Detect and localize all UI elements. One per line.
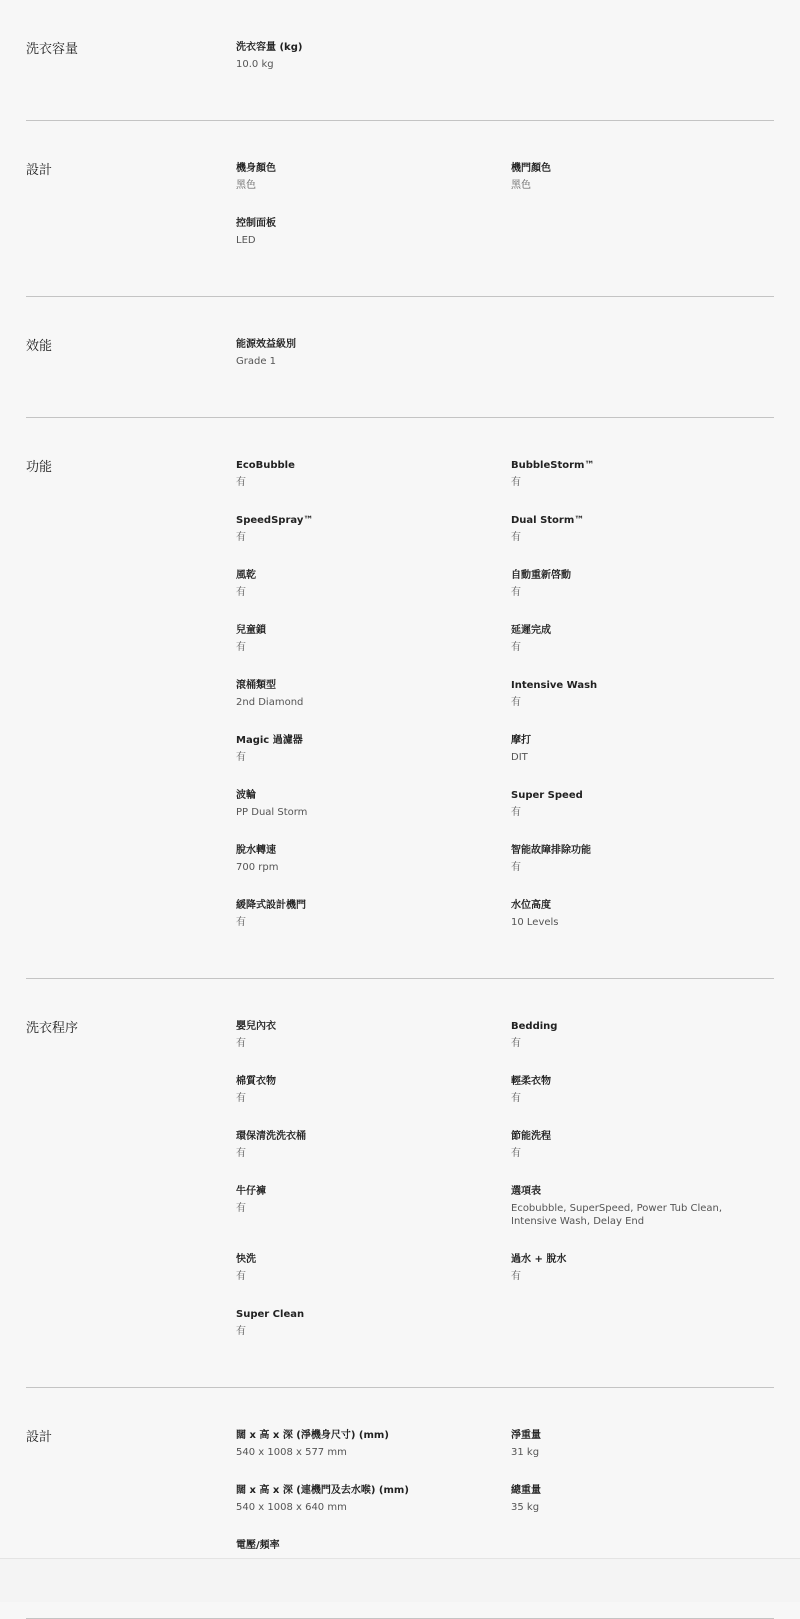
- spec-value: 700 rpm: [236, 862, 279, 873]
- spec-label: Super Speed: [511, 790, 583, 801]
- spec-value: 有: [511, 1093, 521, 1104]
- spec-item: [236, 513, 511, 544]
- spec-label: SpeedSpray™: [236, 515, 314, 526]
- spec-grid: [236, 1019, 774, 1362]
- spec-value: 有: [236, 1271, 246, 1282]
- spec-item: [511, 458, 774, 489]
- spec-item: [236, 337, 511, 368]
- spec-label: EcoBubble: [236, 460, 295, 471]
- spec-label: Dual Storm™: [511, 515, 585, 526]
- spec-value: 有: [236, 532, 246, 543]
- spec-label: 兒童鎖: [236, 625, 266, 636]
- spec-value: 540 x 1008 x 577 mm: [236, 1447, 347, 1458]
- spec-label: 波輪: [236, 790, 256, 801]
- spec-value: 有: [511, 1271, 521, 1282]
- spec-label: 摩打: [511, 735, 531, 746]
- spec-item: [236, 568, 511, 599]
- spec-value: 黑色: [511, 180, 531, 191]
- spec-value: 黑色: [236, 180, 256, 191]
- spec-label: 牛仔褲: [236, 1186, 266, 1197]
- spec-value: 有: [236, 587, 246, 598]
- spec-label: 選項表: [511, 1186, 541, 1197]
- spec-label: 嬰兒內衣: [236, 1021, 276, 1032]
- spec-value: 有: [511, 1148, 521, 1159]
- spec-value: 35 kg: [511, 1502, 540, 1513]
- spec-item: [511, 898, 774, 929]
- spec-grid: [236, 337, 774, 392]
- section-title: 洗衣容量: [26, 42, 79, 57]
- spec-value: 10.0 kg: [236, 59, 274, 70]
- spec-label: 淨重量: [511, 1430, 541, 1441]
- spec-item: [511, 1184, 774, 1228]
- spec-item: [236, 733, 511, 764]
- spec-label: 能源效益級別: [236, 339, 296, 350]
- spec-item: [511, 788, 774, 819]
- spec-item: [236, 843, 511, 874]
- spec-value: 有: [511, 1038, 521, 1049]
- spec-item: [236, 1252, 511, 1283]
- spec-value: 有: [236, 1326, 246, 1337]
- spec-label: 闊 x 高 x 深 (連機門及去水喉) (mm): [236, 1485, 409, 1496]
- spec-item: [236, 161, 511, 192]
- spec-item: [236, 1019, 511, 1050]
- spec-value: 2nd Diamond: [236, 697, 304, 708]
- spec-item: [511, 1129, 774, 1160]
- spec-value: Grade 1: [236, 356, 277, 367]
- spec-value: DIT: [511, 752, 528, 763]
- spec-label: Bedding: [511, 1021, 558, 1032]
- spec-label: 控制面板: [236, 218, 276, 229]
- spec-value: 有: [236, 917, 246, 928]
- spec-label: 電壓/頻率: [236, 1540, 280, 1551]
- spec-value: LED: [236, 235, 256, 246]
- spec-value: 有: [236, 1038, 246, 1049]
- spec-label: Super Clean: [236, 1309, 305, 1320]
- spec-label: 機門顏色: [511, 163, 551, 174]
- spec-item: [236, 623, 511, 654]
- spec-section: [26, 121, 774, 297]
- spec-item: [511, 161, 774, 192]
- spec-label: 棉質衣物: [236, 1076, 276, 1087]
- spec-value: Ecobubble, SuperSpeed, Power Tub Clean, Intensive Wash, Delay End: [511, 1203, 723, 1227]
- spec-label: 機身顏色: [236, 163, 276, 174]
- spec-label: 洗衣容量 (kg): [236, 42, 303, 53]
- spec-label: 自動重新啓動: [511, 570, 571, 581]
- spec-label: 智能故障排除功能: [511, 845, 591, 856]
- spec-value: 有: [236, 642, 246, 653]
- spec-label: 緩降式設計機門: [236, 900, 306, 911]
- spec-value: 有: [511, 697, 521, 708]
- spec-value: 有: [236, 1093, 246, 1104]
- spec-value: 有: [511, 477, 521, 488]
- spec-item: [236, 1483, 511, 1514]
- spec-label: Magic 過濾器: [236, 735, 303, 746]
- bottom-bar: [0, 1558, 800, 1602]
- spec-label: BubbleStorm™: [511, 460, 595, 471]
- spec-section: [26, 418, 774, 979]
- spec-label: 滾桶類型: [236, 680, 276, 691]
- spec-value: 有: [511, 807, 521, 818]
- spec-item: [236, 1428, 511, 1459]
- spec-item: [511, 623, 774, 654]
- spec-item: [236, 1307, 511, 1338]
- spec-value: 10 Levels: [511, 917, 559, 928]
- spec-item: [236, 40, 511, 71]
- spec-item: [511, 568, 774, 599]
- spec-grid: [236, 161, 774, 271]
- spec-label: 節能洗程: [511, 1131, 551, 1142]
- spec-item: [511, 1483, 774, 1514]
- spec-grid: [236, 458, 774, 953]
- spec-label: 環保清洗洗衣桶: [236, 1131, 306, 1142]
- spec-label: 風乾: [236, 570, 256, 581]
- spec-item: [236, 898, 511, 929]
- spec-section: [26, 979, 774, 1388]
- spec-label: 脫水轉速: [236, 845, 276, 856]
- spec-item: [236, 678, 511, 709]
- spec-value: 540 x 1008 x 640 mm: [236, 1502, 347, 1513]
- spec-item: [236, 1074, 511, 1105]
- spec-value: 有: [511, 532, 521, 543]
- spec-value: 有: [236, 477, 246, 488]
- spec-item: [236, 788, 511, 819]
- spec-value: 有: [511, 642, 521, 653]
- spec-grid: [236, 40, 774, 95]
- spec-label: 水位高度: [511, 900, 551, 911]
- spec-item: [511, 1252, 774, 1283]
- spec-item: [511, 678, 774, 709]
- spec-label: Intensive Wash: [511, 680, 598, 691]
- spec-item: [511, 513, 774, 544]
- section-title: 功能: [26, 460, 53, 475]
- spec-value: 有: [511, 862, 521, 873]
- section-title: 設計: [26, 1430, 53, 1445]
- spec-label: 快洗: [236, 1254, 256, 1265]
- spec-item: [236, 458, 511, 489]
- spec-value: 有: [236, 1203, 246, 1214]
- section-title: 洗衣程序: [26, 1021, 79, 1036]
- spec-section: [26, 297, 774, 418]
- spec-item: [236, 216, 511, 247]
- spec-item: [511, 733, 774, 764]
- spec-label: 過水 + 脫水: [511, 1254, 567, 1265]
- spec-label: 延遲完成: [511, 625, 551, 636]
- spec-label: 總重量: [511, 1485, 541, 1496]
- spec-label: 輕柔衣物: [511, 1076, 551, 1087]
- spec-item: [511, 1074, 774, 1105]
- spec-value: 有: [511, 587, 521, 598]
- spec-section: [26, 0, 774, 121]
- spec-item: [511, 843, 774, 874]
- spec-item: [236, 1184, 511, 1228]
- spec-value: 有: [236, 752, 246, 763]
- spec-value: 31 kg: [511, 1447, 540, 1458]
- spec-value: 有: [236, 1148, 246, 1159]
- section-title: 設計: [26, 163, 53, 178]
- spec-item: [236, 1129, 511, 1160]
- spec-item: [511, 1019, 774, 1050]
- section-title: 效能: [26, 339, 53, 354]
- spec-item: [511, 1428, 774, 1459]
- spec-value: PP Dual Storm: [236, 807, 308, 818]
- spec-label: 闊 x 高 x 深 (淨機身尺寸) (mm): [236, 1430, 389, 1441]
